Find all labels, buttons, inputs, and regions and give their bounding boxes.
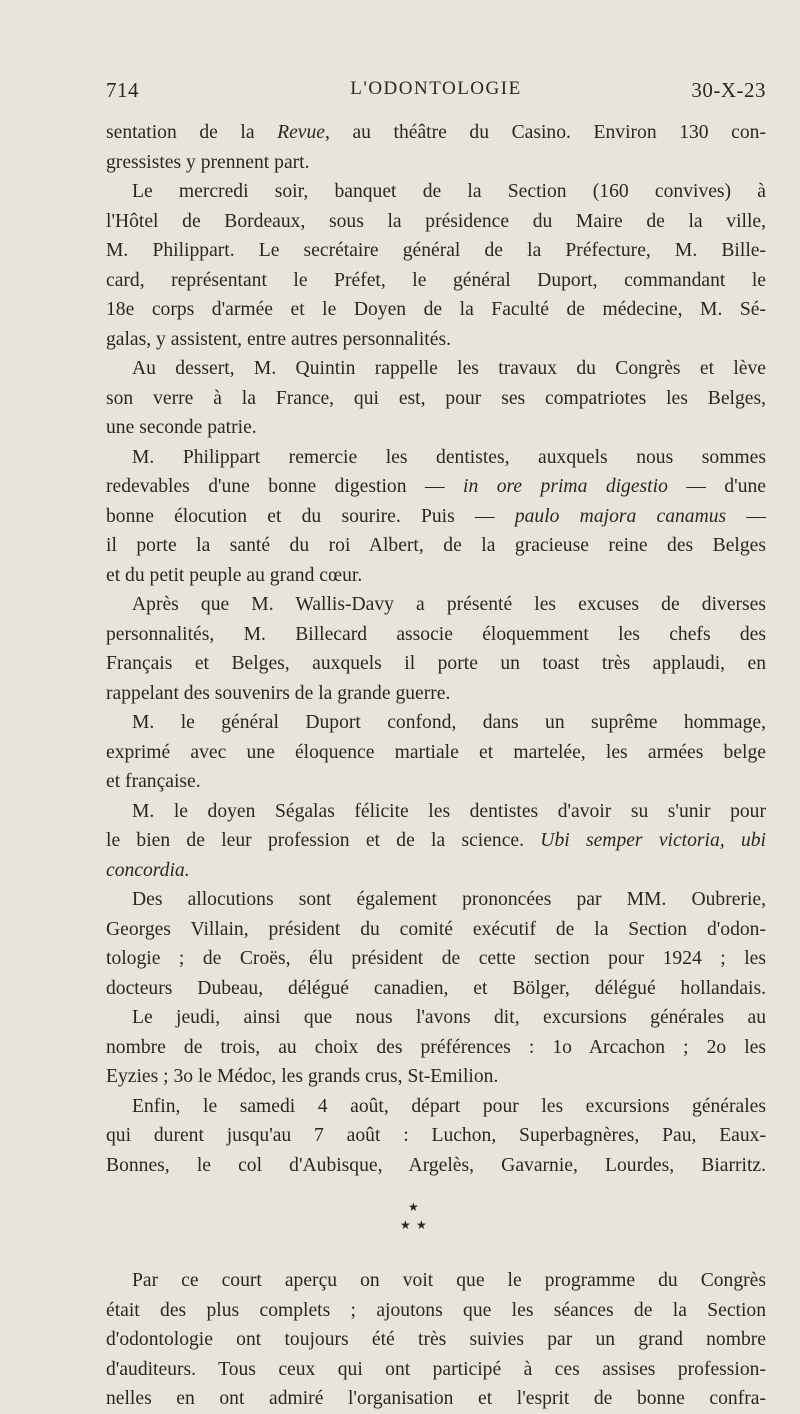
text-line: Georges Villain, président du comité exécutif de la Section d'odon-	[106, 918, 766, 940]
latin-phrase: Revue	[277, 122, 325, 143]
text-line: le bien de leur profession et de la science. Ubi semper victoria, ubi	[106, 830, 766, 851]
journal-title: L'ODONTOLOGIE	[350, 78, 522, 99]
text-line: et française.	[106, 771, 201, 792]
running-header	[106, 78, 766, 108]
text-line: M. Philippart. Le secrétaire général de la Préfecture, M. Bille-	[106, 240, 766, 261]
text-line: gressistes y prennent part.	[106, 151, 310, 173]
star-icon: ★	[416, 1218, 427, 1232]
text-line: Le jeudi, ainsi que nous l'avons dit, excursions générales au	[132, 1007, 766, 1028]
text-line: tologie ; de Croës, élu président de cette section pour 1924 ; les	[106, 948, 766, 969]
text-line: 18e corps d'armée et le Doyen de la Faculté de médecine, M. Sé-	[106, 299, 766, 320]
latin-phrase: in ore prima digestio	[463, 476, 668, 497]
text-line: et du petit peuple au grand cœur.	[106, 564, 363, 586]
text-line: Des allocutions sont également prononcées par MM. Oubrerie,	[132, 889, 766, 910]
text-line: nelles en ont admiré l'organisation et l'esprit de bonne confra-	[106, 1388, 766, 1409]
text-line: redevables d'une bonne digestion — in ore prima digestio — d'une	[106, 476, 767, 497]
text-line: Au dessert, M. Quintin rappelle les travaux du Congrès et lève	[132, 358, 766, 379]
text-line: il porte la santé du roi Albert, de la gracieuse reine des Belges	[106, 535, 766, 556]
text-line: d'odontologie ont toujours été très suivies par un grand nombre	[106, 1329, 766, 1350]
text-line: d'auditeurs. Tous ceux qui ont participé à ces assises profession-	[106, 1358, 766, 1380]
text-line: personnalités, M. Billecard associe éloquemment les chefs des	[106, 623, 766, 645]
section-separator	[106, 1180, 766, 1266]
closing-paragraph	[106, 1266, 766, 1414]
article-body	[106, 118, 766, 1414]
text-line: son verre à la France, qui est, pour ses compatriotes les Belges,	[106, 387, 766, 409]
text-line: Le mercredi soir, banquet de la Section (160 convives) à	[132, 181, 766, 202]
text-line: M. le doyen Ségalas félicite les dentistes d'avoir su s'unir pour	[132, 800, 766, 822]
text-line: docteurs Dubeau, délégué canadien, et Bölger, délégué hollandais.	[106, 977, 766, 999]
star-icon: ★	[408, 1200, 419, 1214]
latin-phrase: concordia.	[106, 859, 190, 881]
text-line: galas, y assistent, entre autres personnalités.	[106, 328, 451, 350]
text-line: était des plus complets ; ajoutons que les séances de la Section	[106, 1299, 766, 1321]
page-number: 714	[106, 78, 139, 102]
text-line: card, représentant le Préfet, le général Duport, commandant le	[106, 269, 766, 291]
text-line: une seconde patrie.	[106, 417, 257, 438]
text-line: Bonnes, le col d'Aubisque, Argelès, Gavarnie, Lourdes, Biarritz.	[106, 1154, 766, 1176]
main-text	[106, 118, 766, 1180]
text-line: nombre de trois, au choix des préférences : 1o Arcachon ; 2o les	[106, 1036, 766, 1058]
text-line: Après que M. Wallis-Davy a présenté les excuses de diverses	[132, 594, 766, 615]
star-icon: ★	[400, 1218, 411, 1232]
text-line: M. Philippart remercie les dentistes, auxquels nous sommes	[132, 446, 766, 468]
text-line: exprimé avec une éloquence martiale et martelée, les armées belge	[106, 741, 766, 763]
text-line: M. le général Duport confond, dans un suprême hommage,	[132, 712, 766, 733]
text-line: sentation de la Revue, au théâtre du Casino. Environ 130 con-	[106, 122, 766, 143]
text-line: rappelant des souvenirs de la grande guerre.	[106, 682, 451, 704]
text-line	[106, 856, 766, 886]
text-line: Enfin, le samedi 4 août, départ pour les excursions générales	[132, 1095, 766, 1117]
text-line: Français et Belges, auxquels il porte un toast très applaudi, en	[106, 653, 766, 674]
latin-phrase: paulo majora canamus	[514, 505, 727, 527]
text-line: l'Hôtel de Bordeaux, sous la présidence du Maire de la ville,	[106, 210, 766, 232]
text-line: Eyzies ; 3o le Médoc, les grands crus, St-Emilion.	[106, 1066, 499, 1087]
latin-phrase: Ubi semper victoria, ubi	[540, 830, 766, 851]
text-line: qui durent jusqu'au 7 août : Luchon, Superbagnères, Pau, Eaux-	[106, 1125, 766, 1146]
text-line: bonne élocution et du sourire. Puis — paulo majora canamus —	[106, 505, 766, 527]
issue-date: 30-X-23	[691, 78, 766, 102]
text-line: Par ce court aperçu on voit que le programme du Congrès	[132, 1270, 766, 1291]
